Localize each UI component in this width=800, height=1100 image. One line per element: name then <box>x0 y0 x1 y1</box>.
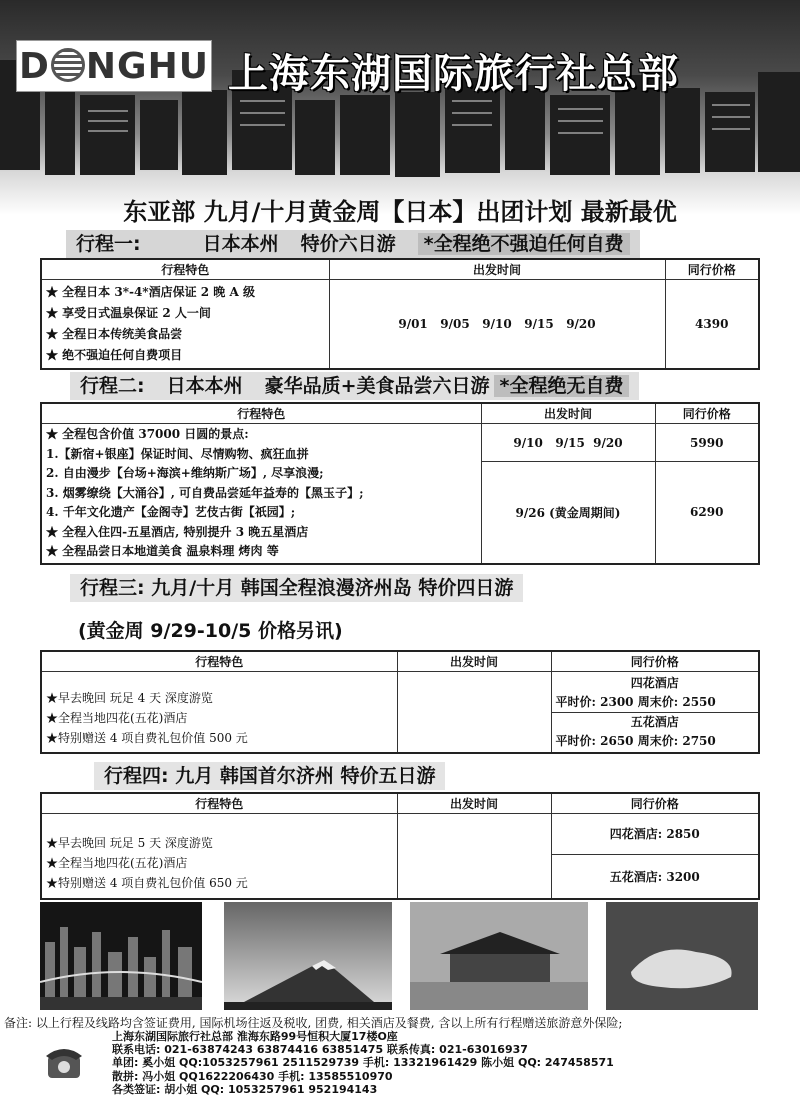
globe-icon <box>51 48 85 82</box>
company-name: 上海东湖国际旅行社总部 <box>228 51 679 97</box>
route-4-title: 行程四: 九月 韩国首尔济州 特价五日游 <box>94 762 445 790</box>
photo-temple <box>410 902 588 1010</box>
footer-note: 备注: 以上行程及线路均含签证费用, 国际机场往返及税收, 团费, 相关酒店及餐费, 含以上所有行程赠送旅游意外保险; <box>4 1016 623 1030</box>
photo-mount-fuji <box>224 902 392 1010</box>
contact-block: 上海东湖国际旅行社总部 淮海东路99号恒积大厦17楼O座 联系电话: 021-63874243 63874416 63851475 联系传真: 021-63016937 单团: 奚小姐 QQ:1053257961 2511529739 手机: 13321961429 陈小姐 QQ: 247458571 散拼: 冯小姐 QQ1622206430 手机: 13585510970 各类签证: 胡小姐 QQ: 1053257961 952194143 <box>112 1030 614 1096</box>
city-skyline-image <box>0 0 800 215</box>
route-3-table: 行程特色 出发时间 同行价格 ★早去晚回 玩足 4 天 深度游览 ★全程当地四花(五花)酒店 ★特别赠送 4 项自费礼包价值 500 元 四花酒店 平时价: 2300 周末价: 2550 五花酒店 平时价: 2650 周末价: 2750 <box>40 650 760 754</box>
route-2-table: 行程特色 出发时间 同行价格 ★ 全程包含价值 37000 日圆的景点: 1.【新宿+银座】保证时间、尽情购物、疯狂血拼 2. 自由漫步【台场+海滨+维纳斯广场】, 尽享浪漫; 3. 烟雾缭绕【大涌谷】, 可自费品尝延年益寿的【黑玉子】; 4. 千年文化遗产【金阁寺】艺伎古街【祇园】; ★ 全程入住四-五星酒店, 特别提升 3 晚五星酒店 ★ 全程品尝日本地道美食 温泉料理 烤肉 等 9/10 9/15 9/20 5990 9/26 (黄金周期间) 6290 <box>40 402 760 565</box>
photo-jeju-island <box>606 902 758 1010</box>
route-3-title: 行程三: 九月/十月 韩国全程浪漫济州岛 特价四日游 <box>70 574 523 602</box>
route-1-price: 4390 <box>665 280 759 370</box>
route-1-table: 行程特色 出发时间 同行价格 ★ 全程日本 3*-4*酒店保证 2 晚 A 级 ★ 享受日式温泉保证 2 人一间 ★ 全程日本传统美食品尝 ★ 绝不强迫任何自费项目 9/01 9/05 9/10 9/15 9/20 4390 <box>40 258 760 370</box>
route-1-highlight: *全程绝不强迫任何自费 <box>418 233 630 255</box>
route-2-title: 行程二: 日本本州 豪华品质+美食品尝六日游 *全程绝无自费 <box>70 372 639 400</box>
route-1-departures: 9/01 9/05 9/10 9/15 9/20 <box>329 280 665 370</box>
route-1-title: 行程一: 日本本州 特价六日游 *全程绝不强迫任何自费 <box>66 230 640 258</box>
route-2-highlight: *全程绝无自费 <box>494 375 630 397</box>
route-3-subtitle: (黄金周 9/29-10/5 价格另讯) <box>78 620 343 642</box>
donghu-logo: D NGHU <box>16 40 212 92</box>
telephone-icon <box>42 1040 86 1088</box>
photo-tokyo-night <box>40 902 202 1010</box>
route-4-table: 行程特色 出发时间 同行价格 ★早去晚回 玩足 5 天 深度游览 ★全程当地四花(五花)酒店 ★特别赠送 4 项自费礼包价值 650 元 四花酒店: 2850 五花酒店: 3200 <box>40 792 760 900</box>
page-headline: 东亚部 九月/十月黄金周【日本】出团计划 最新最优 <box>123 198 677 226</box>
